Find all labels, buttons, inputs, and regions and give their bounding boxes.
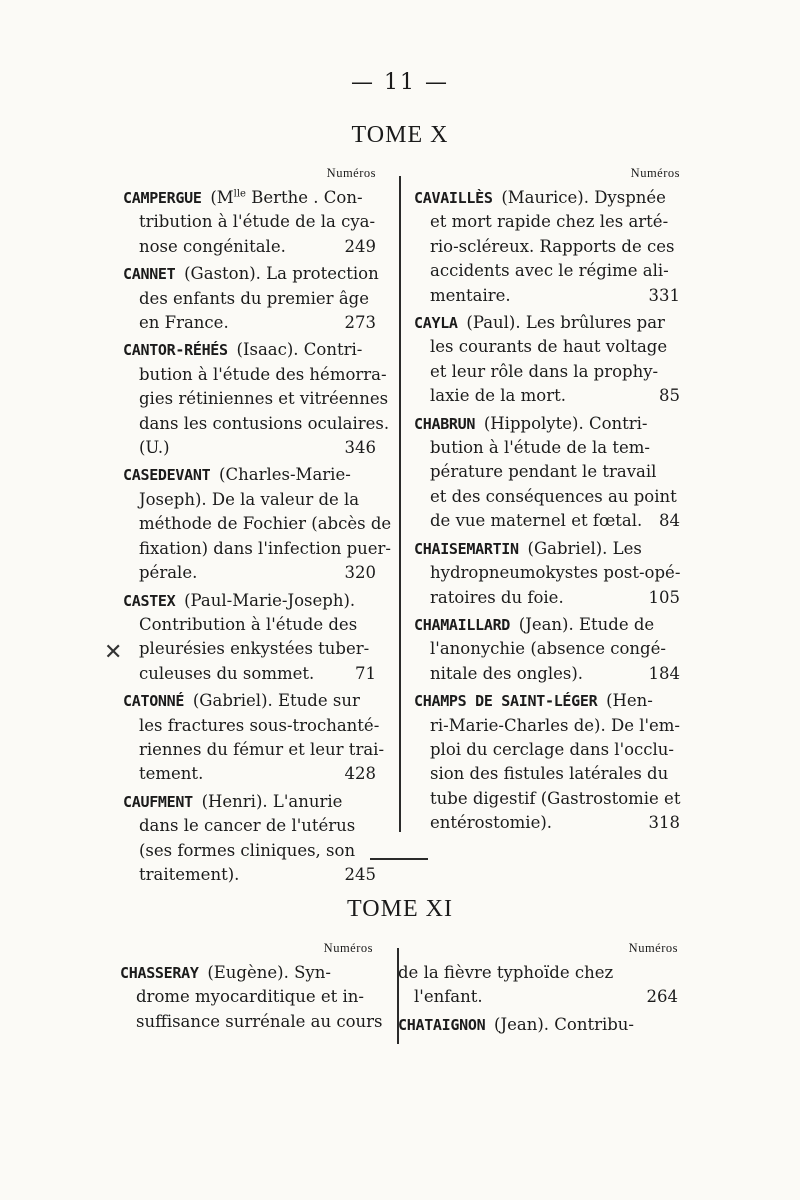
entry-text: mentaire.: [430, 285, 511, 305]
thesis-number: 331: [648, 285, 680, 305]
author-name: CHAMAILLARD: [414, 615, 519, 634]
entry-text: bution à l'étude des hémorra-: [139, 364, 387, 384]
index-entry: [123, 689, 385, 787]
entry-line: [123, 436, 376, 460]
index-entry: [398, 1013, 678, 1037]
entry-text: des enfants du premier âge: [139, 288, 369, 308]
entry-text: en France.: [139, 313, 229, 333]
entry-line: [414, 235, 680, 259]
entry-text: l'anonychie (absence congé-: [430, 639, 666, 659]
author-name: CHAMPS DE SAINT-LÉGER: [414, 692, 607, 711]
entry-text: ri-Marie-Charles de). De l'em-: [430, 715, 680, 735]
entry-line: [414, 186, 680, 210]
entry-text: de vue maternel et fœtal.: [430, 511, 643, 531]
entry-text: (Isaac). Contri-: [236, 340, 363, 360]
entry-line: [123, 512, 392, 536]
author-name: CASTEX: [123, 591, 185, 610]
entry-text: Joseph). De la valeur de la: [139, 489, 360, 509]
entry-line: [414, 662, 680, 686]
thesis-number: 273: [344, 313, 376, 333]
thesis-number: 428: [344, 764, 376, 784]
entry-line: [123, 235, 376, 259]
entry-line: [123, 662, 376, 686]
entry-line: [414, 811, 680, 835]
entry-text: tribution à l'étude de la cya-: [139, 212, 376, 232]
tome-xi-right-column: [398, 941, 678, 1040]
entry-line: [123, 637, 376, 661]
author-name: CAYLA: [414, 314, 467, 333]
entry-line: [123, 814, 376, 838]
entry-line: [414, 485, 680, 509]
entry-text: laxie de la mort.: [430, 386, 566, 406]
entry-text: tement.: [139, 764, 204, 784]
entry-line: [123, 262, 379, 286]
column-divider: [399, 176, 401, 832]
index-entry: [123, 463, 392, 585]
index-entry: [414, 412, 680, 534]
index-entry: [123, 186, 376, 259]
entry-text: traitement).: [139, 864, 240, 884]
entry-text: accidents avec le régime ali-: [430, 261, 669, 281]
entry-list: [414, 186, 680, 836]
entry-line: [123, 863, 376, 887]
entry-text: hydropneumokystes post-opé-: [430, 563, 681, 583]
entry-line: [120, 1010, 383, 1034]
numeros-header: Numéros: [326, 166, 376, 180]
thesis-number: 346: [344, 438, 376, 458]
author-name: CANNET: [123, 265, 185, 284]
entry-line: [414, 714, 680, 738]
numeros-header: Numéros: [628, 941, 678, 955]
author-name: CAVAILLÈS: [414, 189, 502, 207]
index-entry: [123, 338, 390, 460]
index-entry: [414, 311, 680, 409]
thesis-number: 318: [648, 813, 680, 833]
entry-text: et mort rapide chez les arté-: [430, 212, 669, 232]
entry-line: [414, 738, 680, 762]
entry-line: [414, 360, 680, 384]
entry-line: [123, 387, 389, 411]
entry-text: (U.): [139, 438, 170, 458]
entry-line: [414, 259, 680, 283]
entry-text: (Jean). Contribu-: [494, 1014, 634, 1034]
entry-line: [123, 186, 376, 210]
entry-text: nose congénitale.: [139, 236, 286, 256]
index-entry: [123, 790, 376, 888]
thesis-number: 264: [646, 987, 678, 1007]
entry-text: gies rétiniennes et vitréennes: [139, 389, 389, 409]
entry-line: [123, 839, 376, 863]
entry-line: [123, 287, 376, 311]
author-name: CHATAIGNON: [398, 1015, 495, 1034]
entry-text: (Hen-: [606, 691, 653, 711]
entry-text: et des conséquences au point: [430, 486, 677, 506]
entry-line: [414, 537, 680, 561]
thesis-number: 84: [659, 511, 680, 531]
entry-text: culeuses du sommet.: [139, 663, 315, 683]
entry-line: [398, 1013, 678, 1037]
entry-line: [123, 762, 376, 786]
entry-text: entérostomie).: [430, 813, 553, 833]
entry-text: suffisance surrénale au cours: [136, 1011, 383, 1031]
entry-text: méthode de Fochier (abcès de: [139, 514, 392, 534]
entry-list: [123, 186, 392, 887]
index-entry: [120, 961, 383, 1034]
entry-line: [123, 210, 376, 234]
entry-text: les courants de haut voltage: [430, 337, 668, 357]
entry-text: et leur rôle dans la prophy-: [430, 361, 659, 381]
entry-line: [414, 436, 680, 460]
index-entry: [414, 186, 680, 308]
entry-line: [398, 985, 678, 1009]
entry-text: pleurésies enkystées tuber-: [139, 639, 370, 659]
entry-text: l'enfant.: [414, 987, 483, 1007]
entry-line: [414, 210, 680, 234]
entry-line: [123, 338, 376, 362]
entry-line: [123, 537, 391, 561]
entry-text: (Gaston). La protection: [184, 264, 379, 284]
entry-text: (Gabriel). Etude sur: [192, 691, 360, 711]
tome-x-left-column: [123, 166, 392, 890]
author-name: CAMPERGUE: [123, 189, 211, 207]
entry-line: [123, 738, 385, 762]
entry-line: [123, 488, 376, 512]
entry-text: rio-scléreux. Rapports de ces: [430, 236, 675, 256]
author-name: CANTOR-RÉHÉS: [123, 341, 237, 360]
entry-text: (Hippolyte). Contri-: [483, 413, 648, 433]
entry-text: (ses formes cliniques, son: [139, 840, 356, 860]
entry-text: (Henri). L'anurie: [201, 791, 343, 811]
entry-line: [414, 586, 680, 610]
entry-text: les fractures sous-trochanté-: [139, 715, 380, 735]
author-name: CHASSERAY: [120, 964, 208, 982]
margin-cross-mark: ✕: [104, 640, 123, 665]
author-name: CASEDEVANT: [123, 466, 220, 485]
entry-line: [120, 985, 373, 1009]
index-entry: [123, 262, 379, 335]
entry-line: [414, 412, 680, 436]
entry-line: [123, 463, 376, 487]
section-separator: [370, 858, 428, 860]
entry-line: [414, 284, 680, 308]
entry-text: pérature pendant le travail: [430, 462, 657, 482]
tome-x-title: TOME X: [351, 122, 449, 148]
thesis-number: 184: [648, 663, 680, 683]
entry-line: [123, 363, 387, 387]
entry-text: de la fièvre typhoïde chez: [398, 963, 614, 982]
entry-text: sion des fistules latérales du: [430, 764, 669, 784]
entry-text: bution à l'étude de la tem-: [430, 438, 650, 458]
entry-line: [398, 961, 678, 985]
author-name: CATONNÉ: [123, 692, 193, 711]
entry-line: [123, 311, 376, 335]
tome-x-right-column: [414, 166, 680, 839]
entry-text: (Gabriel). Les: [527, 538, 642, 558]
entry-text: ploi du cerclage dans l'occlu-: [430, 739, 674, 759]
entry-text: (Paul-Marie-Joseph).: [184, 590, 356, 610]
entry-text: ($M^{lle}$ Berthe . Con-: [210, 188, 363, 207]
entry-line: [414, 335, 680, 359]
entry-list: [120, 961, 383, 1034]
index-entry: [123, 589, 376, 687]
thesis-number: 85: [659, 386, 680, 406]
index-entry: [414, 689, 680, 835]
entry-line: [123, 613, 376, 637]
entry-text: pérale.: [139, 563, 198, 583]
entry-text: riennes du fémur et leur trai-: [139, 739, 385, 759]
entry-text: drome myocarditique et in-: [136, 987, 364, 1007]
entry-text: tube digestif (Gastrostomie et: [430, 788, 681, 808]
entry-text: (Eugène). Syn-: [207, 963, 331, 982]
page-number: — 11 —: [351, 70, 449, 95]
entry-text: dans le cancer de l'utérus: [139, 816, 356, 836]
entry-line: [123, 689, 376, 713]
thesis-number: 320: [344, 563, 376, 583]
entry-line: [414, 762, 680, 786]
author-name: CHABRUN: [414, 414, 484, 433]
entry-line: [123, 714, 380, 738]
entry-line: [414, 384, 680, 408]
entry-text: ratoires du foie.: [430, 587, 564, 607]
entry-text: nitale des ongles).: [430, 663, 584, 683]
entry-text: (Paul). Les brûlures par: [466, 313, 665, 333]
entry-line: [414, 561, 680, 585]
thesis-number: 249: [344, 236, 376, 256]
entry-line: [414, 787, 680, 811]
author-name: CHAISEMARTIN: [414, 539, 528, 558]
entry-line: [414, 509, 680, 533]
entry-line: [414, 460, 680, 484]
entry-text: dans les contusions oculaires.: [139, 413, 390, 433]
entry-text: (Jean). Etude de: [518, 614, 655, 634]
author-name: CAUFMENT: [123, 792, 202, 811]
numeros-header: Numéros: [323, 941, 373, 955]
entry-line: [120, 961, 373, 985]
tome-xi-left-column: [120, 941, 383, 1037]
entry-line: [123, 561, 376, 585]
thesis-number: 245: [344, 864, 376, 884]
thesis-number: 71: [355, 663, 376, 683]
thesis-number: 105: [648, 587, 680, 607]
tome-xi-title: TOME XI: [347, 896, 453, 922]
index-entry: [414, 613, 680, 686]
entry-line: [414, 637, 680, 661]
entry-list: [398, 961, 678, 1037]
numeros-header: Numéros: [630, 166, 680, 180]
entry-line: [123, 790, 376, 814]
entry-text: Contribution à l'étude des: [139, 614, 358, 634]
entry-line: [414, 689, 680, 713]
entry-text: (Charles-Marie-: [219, 465, 351, 485]
entry-line: [414, 311, 680, 335]
entry-text: fixation) dans l'infection puer-: [139, 538, 391, 558]
entry-text: (Maurice). Dyspnée: [501, 188, 666, 207]
entry-line: [123, 412, 390, 436]
index-entry: [414, 537, 680, 610]
index-entry: [398, 961, 678, 1010]
entry-line: [414, 613, 680, 637]
entry-line: [123, 589, 376, 613]
